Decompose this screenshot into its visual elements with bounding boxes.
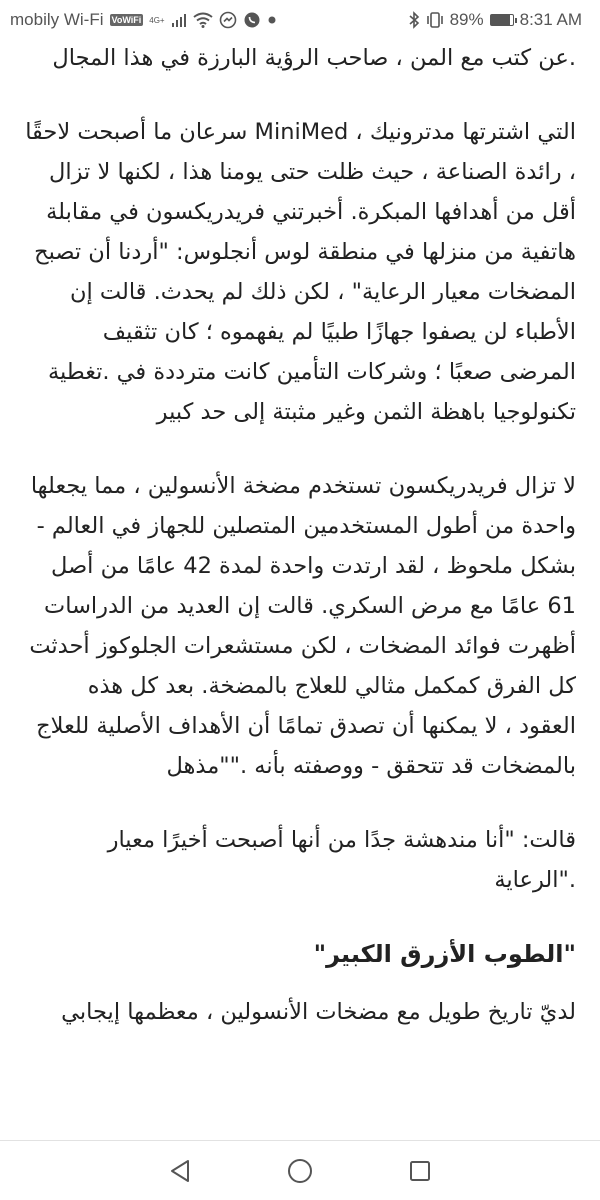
whatsapp-icon bbox=[243, 11, 261, 29]
vibrate-icon bbox=[426, 12, 444, 28]
home-button[interactable] bbox=[283, 1154, 317, 1188]
article-body bbox=[24, 38, 576, 1066]
carrier-label: mobily Wi-Fi bbox=[10, 10, 104, 29]
status-bar-left bbox=[10, 10, 277, 30]
navigation-bar bbox=[0, 1140, 600, 1200]
recents-button[interactable] bbox=[403, 1154, 437, 1188]
battery-icon bbox=[490, 14, 514, 26]
article-paragraph: لا تزال فريدريكسون تستخدم مضخة الأنسولين ، مما يجعلها واحدة من أطول المستخدمين المتصلين للجهاز في العالم - بشكل ملحوظ ، لقد ارتدت واحدة لمدة 42 عامًا من أصل 61 عامًا مع مرض السكري. قالت إن العديد من الدراسات أظهرت فوائد المضخات ، لكن مستشعرات الجلوكوز أحدثت كل الفرق كمكمل مثالي للعلاج بالمضخة. بعد كل هذه العقود ، لا يمكنها أن تصدق تمامًا أن الأهداف الأصلية للعلاج بالمضخات قد تتحقق - ووصفته بأنه .""مذهل bbox=[29, 473, 576, 779]
status-bar-right bbox=[408, 10, 582, 30]
recents-icon bbox=[409, 1160, 431, 1182]
network-type-label: 4G+ bbox=[149, 15, 165, 25]
back-button[interactable] bbox=[163, 1154, 197, 1188]
clock: 8:31 AM bbox=[519, 10, 582, 29]
wifi-icon bbox=[193, 12, 213, 28]
status-bar bbox=[0, 0, 600, 40]
signal-icon bbox=[171, 13, 187, 27]
home-icon bbox=[287, 1158, 313, 1184]
section-heading: "الطوب الأزرق الكبير" bbox=[313, 940, 576, 968]
article-paragraph: التي اشترتها مدترونيك ، MiniMed سرعان ما أصبحت لاحقًا ، رائدة الصناعة ، حيث ظلت حتى يومنا هذا ، لكنها لا تزال أقل من أهدافها المبكرة. أخبرتني فريدريكسون في مقابلة هاتفية من منزلها في منطقة لوس أنجلوس: "أردنا أن تصبح المضخات معيار الرعاية" ، لكن ذلك لم يحدث. قالت إن الأطباء لن يصفوا جهازًا طبيًا لم يفهموه ؛ كان تثقيف المرضى صعبًا ؛ وشركات التأمين كانت مترددة في .تغطية تكنولوجيا باهظة الثمن وغير مثبتة إلى حد كبير bbox=[25, 119, 576, 425]
back-icon bbox=[169, 1159, 191, 1183]
bluetooth-icon bbox=[408, 11, 420, 29]
article-paragraph: قالت: "أنا مندهشة جدًا من أنها أصبحت أخيرًا معيار ."الرعاية bbox=[107, 827, 576, 893]
messenger-icon bbox=[219, 11, 237, 29]
notification-dot-icon bbox=[267, 15, 277, 25]
vowifi-badge: VoWiFi bbox=[111, 15, 142, 25]
article-paragraph: لديّ تاريخ طويل مع مضخات الأنسولين ، معظمها إيجابي bbox=[61, 999, 576, 1025]
battery-percent: 89% bbox=[449, 10, 484, 29]
article-paragraph: .عن كتب مع المن ، صاحب الرؤية البارزة في هذا المجال bbox=[52, 45, 576, 71]
